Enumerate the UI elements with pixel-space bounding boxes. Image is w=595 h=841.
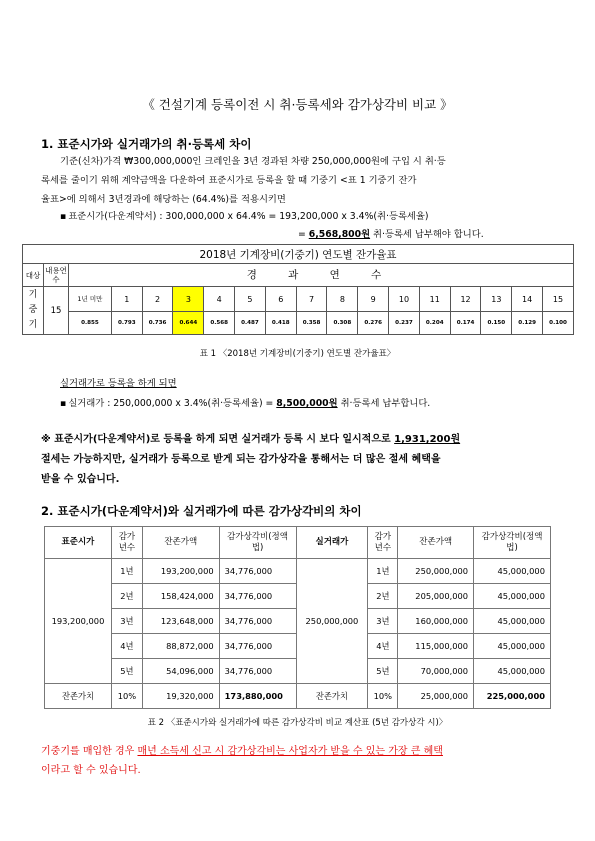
s1-calc-2-amount: 6,568,800원 [308, 229, 371, 240]
header-real-price: 실거래가 [296, 527, 368, 559]
residual-cell: 123,648,000 [142, 609, 219, 634]
real-price-heading: 실거래가로 등록을 하게 되면 [60, 378, 177, 389]
depreciation-cell: 34,776,000 [219, 559, 296, 584]
rate-cell: 0.568 [204, 312, 235, 335]
header-years: 감가년수 [111, 527, 142, 559]
depreciation-cell: 45,000,000 [474, 609, 551, 634]
s1-calc-1-text: 표준시가(다운계약서) : 300,000,000 x 64.4% = 193,200,000 x 3.4%(취·등록세율) [68, 211, 429, 222]
rate-cell: 0.174 [450, 312, 481, 335]
depreciation-cell: 34,776,000 [219, 584, 296, 609]
rate-cell: 0.276 [358, 312, 389, 335]
depreciation-cell: 45,000,000 [474, 659, 551, 684]
year-cell: 9 [358, 287, 389, 312]
header-residual: 잔존가액 [398, 527, 474, 559]
residual-cell: 158,424,000 [142, 584, 219, 609]
year-cell: 1년 [368, 559, 398, 584]
table-2-label: 표 2 〈표준시가와 실거래가에 따른 감가상각비 비교 계산표 (5년 감가상각 시)〉 [147, 718, 448, 728]
col-header-life: 내용연수 [44, 264, 69, 287]
year-cell: 11 [419, 287, 450, 312]
real-price-value: 250,000,000 [296, 559, 368, 684]
rate-cell: 0.855 [69, 312, 112, 335]
header-standard-price: 표준시가 [45, 527, 112, 559]
year-cell: 2 [142, 287, 173, 312]
year-cell: 4년 [368, 634, 398, 659]
rate-cell: 0.100 [543, 312, 574, 335]
depreciation-cell: 34,776,000 [219, 634, 296, 659]
year-cell: 12 [450, 287, 481, 312]
year-cell: 6 [265, 287, 296, 312]
header-depreciation: 감가상각비(정액법) [474, 527, 551, 559]
depreciation-cell: 45,000,000 [474, 634, 551, 659]
rate-cell: 0.487 [235, 312, 266, 335]
residual-cell: 19,320,000 [142, 684, 219, 709]
year-cell: 15 [543, 287, 574, 312]
tax-note-line-2: 절세는 가능하지만, 실거래가 등록으로 받게 되는 감가상각을 통해서는 더 많은 절세 혜택을 [41, 454, 441, 465]
depreciation-cell: 45,000,000 [474, 559, 551, 584]
rate-cell: 0.418 [265, 312, 296, 335]
row-label-crane: 기중기 [23, 287, 44, 335]
depreciation-total: 173,880,000 [219, 684, 296, 709]
section-1-heading: 1. 표준시가와 실거래가의 취·등록세 차이 [41, 137, 252, 151]
year-cell: 3년 [368, 609, 398, 634]
real-price-calc-suffix: 취·등록세 납부합니다. [337, 398, 431, 409]
table-1-caption: 2018년 기계장비(기중기) 연도별 잔가율표 [23, 245, 574, 264]
rate-cell: 0.793 [111, 312, 142, 335]
year-cell: 14 [512, 287, 543, 312]
s1-line-3: 율표>에 의해서 3년경과에 해당하는 (64.4%)를 적용시키면 [41, 194, 286, 205]
residual-cell: 88,872,000 [142, 634, 219, 659]
page-title: 《 건설기계 등록이전 시 취·등록세와 감가상각비 비교 》 [142, 97, 453, 112]
total-row [45, 684, 551, 709]
year-cell: 8 [327, 287, 358, 312]
header-residual: 잔존가액 [142, 527, 219, 559]
s1-line-2: 록세를 줄이기 위해 계약금액을 다운하여 표준시가로 등록을 할 때 기중기 <표 1 기중기 잔가 [41, 175, 417, 186]
year-cell: 7 [296, 287, 327, 312]
rate-cell: 0.736 [142, 312, 173, 335]
table-row [45, 559, 551, 584]
real-price-calc-prefix: 실거래가 : 250,000,000 x 3.4%(취·등록세율) = [68, 398, 277, 409]
conclusion-a: 기중기를 매입한 경우 [41, 746, 138, 757]
tax-note-line-3: 받을 수 있습니다. [41, 474, 120, 485]
s1-calc-2-prefix: = [298, 229, 309, 240]
conclusion-c: 이라고 할 수 있습니다. [41, 765, 141, 776]
depreciation-total: 225,000,000 [474, 684, 551, 709]
year-cell: 1년 미만 [69, 287, 112, 312]
residual-cell: 193,200,000 [142, 559, 219, 584]
rate-cell: 0.237 [389, 312, 420, 335]
s1-calc-2-suffix: 취·등록세 납부해야 합니다. [370, 229, 484, 240]
year-cell: 10 [389, 287, 420, 312]
s1-calc-2 [298, 225, 484, 244]
year-cell: 2년 [111, 584, 142, 609]
col-header-type: 대상 [23, 264, 44, 287]
residual-cell: 54,096,000 [142, 659, 219, 684]
tax-note-line-1: ※ 표준시가(다운계약서)로 등록을 하게 되면 실거래가 등록 시 보다 일시적으로 [41, 434, 395, 445]
year-cell: 1년 [111, 559, 142, 584]
residual-pct: 10% [368, 684, 398, 709]
tax-note [41, 430, 561, 490]
year-cell: 4년 [111, 634, 142, 659]
rate-cell: 0.204 [419, 312, 450, 335]
col-header-elapsed-years: 경 과 연 수 [69, 264, 574, 287]
year-cell: 2년 [368, 584, 398, 609]
residual-cell: 25,000,000 [398, 684, 474, 709]
service-life-value: 15 [44, 287, 69, 335]
residual-value-label: 잔존가치 [45, 684, 112, 709]
s1-calc-1 [60, 207, 429, 226]
tax-note-amount: 1,931,200원 [394, 434, 461, 445]
standard-price-value: 193,200,000 [45, 559, 112, 684]
depreciation-table [44, 526, 551, 709]
rate-cell: 0.308 [327, 312, 358, 335]
s1-line-1: 기준(신차)가격 ₩300,000,000인 크레인을 3년 경과된 차량 250,000,000원에 구입 시 취·등 [60, 156, 446, 167]
year-cell-highlighted: 3 [173, 287, 204, 312]
table-1-label: 표 1 〈2018년 기계장비(기중기) 연도별 잔가율표〉 [199, 349, 396, 359]
residual-value-label: 잔존가치 [296, 684, 368, 709]
residual-cell: 250,000,000 [398, 559, 474, 584]
year-cell: 5 [235, 287, 266, 312]
rate-cell: 0.150 [481, 312, 512, 335]
depreciation-cell: 45,000,000 [474, 584, 551, 609]
residual-pct: 10% [111, 684, 142, 709]
header-years: 감가년수 [368, 527, 398, 559]
year-cell: 3년 [111, 609, 142, 634]
year-cell: 5년 [368, 659, 398, 684]
conclusion-b: 매년 소득세 신고 시 감가상각비는 사업자가 받을 수 있는 가장 큰 혜택 [137, 746, 443, 757]
residual-cell: 160,000,000 [398, 609, 474, 634]
year-cell: 4 [204, 287, 235, 312]
year-cell: 1 [111, 287, 142, 312]
header-depreciation: 감가상각비(정액법) [219, 527, 296, 559]
year-cell: 5년 [111, 659, 142, 684]
residual-cell: 205,000,000 [398, 584, 474, 609]
depreciation-cell: 34,776,000 [219, 609, 296, 634]
year-cell: 13 [481, 287, 512, 312]
real-price-calc-amount: 8,500,000원 [276, 398, 338, 409]
residual-cell: 115,000,000 [398, 634, 474, 659]
residual-cell: 70,000,000 [398, 659, 474, 684]
real-price-calc [60, 394, 430, 413]
conclusion [41, 742, 561, 780]
depreciation-cell: 34,776,000 [219, 659, 296, 684]
section-2-heading: 2. 표준시가(다운계약서)와 실거래가에 따른 감가상각비의 차이 [41, 504, 362, 518]
residual-rate-table [22, 244, 574, 335]
rate-cell-highlighted: 0.644 [173, 312, 204, 335]
rate-cell: 0.358 [296, 312, 327, 335]
rate-cell: 0.129 [512, 312, 543, 335]
